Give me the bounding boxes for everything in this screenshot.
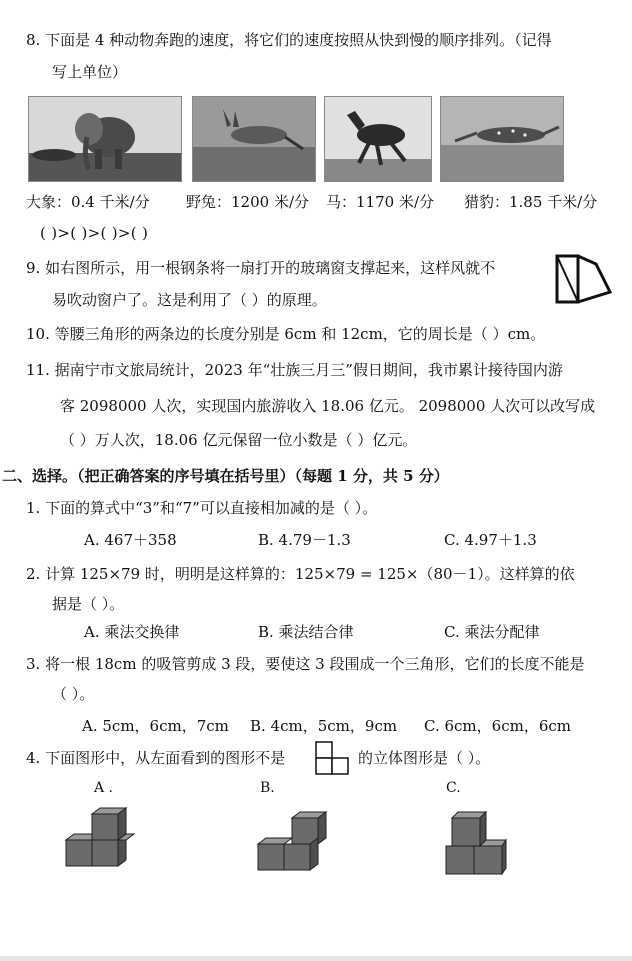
cheetah-photo	[440, 96, 564, 182]
c2-stem1: 2. 计算 125×79 时，明明是这样算的：125×79 = 125×（80－1）。这样算的依	[26, 565, 575, 583]
q8-line1: 8. 下面是 4 种动物奔跑的速度，将它们的速度按照从快到慢的顺序排列。（记得	[26, 31, 552, 49]
c4-option-a-label[interactable]: A .	[94, 780, 114, 796]
cube-figure-a[interactable]	[62, 806, 142, 870]
c1-option-a[interactable]: A. 467＋358	[84, 531, 177, 549]
window-diagram	[552, 252, 612, 308]
c3-option-b[interactable]: B. 4cm，5cm，9cm	[250, 717, 398, 735]
c1-option-c[interactable]: C. 4.97＋1.3	[444, 531, 537, 549]
c4-stem-before: 4. 下面图形中，从左面看到的图形不是	[26, 749, 286, 767]
c2-option-a[interactable]: A. 乘法交换律	[84, 623, 180, 641]
speed-horse: 马：1170 米/分	[326, 193, 434, 211]
c1-stem[interactable]: 1. 下面的算式中“3”和“7”可以直接相加减的是（ ）。	[26, 499, 378, 517]
c3-stem1: 3. 将一根 18cm 的吸管剪成 3 段，要使这 3 段围成一个三角形，它们的长度不能是	[26, 655, 585, 673]
speed-elephant: 大象：0.4 千米/分	[26, 193, 150, 211]
c3-option-c[interactable]: C. 6cm，6cm，6cm	[424, 717, 571, 735]
c3-stem2[interactable]: （ ）。	[52, 685, 95, 703]
speed-hare: 野兔：1200 米/分	[186, 193, 309, 211]
q11-line3[interactable]: （ ）万人次，18.06 亿元保留一位小数是（ ）亿元。	[60, 431, 418, 449]
section2-title: 二、选择。（把正确答案的序号填在括号里）（每题 1 分，共 5 分）	[2, 467, 449, 485]
c2-stem2[interactable]: 据是（ ）。	[52, 595, 125, 613]
c3-option-a[interactable]: A. 5cm，6cm，7cm	[82, 717, 229, 735]
hare-photo	[192, 96, 316, 182]
elephant-photo	[28, 96, 182, 182]
left-view-icon	[314, 740, 354, 776]
c4-stem-after[interactable]: 的立体图形是（ ）。	[358, 749, 491, 767]
q10-line1[interactable]: 10. 等腰三角形的两条边的长度分别是 6cm 和 12cm，它的周长是（ ）cm。	[26, 325, 546, 343]
speed-cheetah: 猎豹：1.85 千米/分	[464, 193, 598, 211]
q11-line2: 客 2098000 人次，实现国内旅游收入 18.06 亿元。 2098000 人次可以改写成	[60, 397, 596, 415]
page-bottom-edge	[0, 956, 632, 961]
q8-answer-blanks[interactable]: ( )>( )>( )>( )	[40, 224, 149, 242]
c2-option-b[interactable]: B. 乘法结合律	[258, 623, 354, 641]
c1-option-b[interactable]: B. 4.79－1.3	[258, 531, 351, 549]
horse-photo	[324, 96, 432, 182]
c4-option-b-label[interactable]: B.	[260, 780, 275, 796]
c2-option-c[interactable]: C. 乘法分配律	[444, 623, 540, 641]
q9-line2[interactable]: 易吹动窗户了。这是利用了（ ）的原理。	[52, 291, 327, 309]
cube-figure-c[interactable]	[444, 810, 508, 876]
c4-option-c-label[interactable]: C.	[446, 780, 461, 796]
cube-figure-b[interactable]	[254, 810, 330, 872]
q9-line1: 9. 如右图所示，用一根钢条将一扇打开的玻璃窗支撑起来，这样风就不	[26, 259, 496, 277]
q11-line1: 11. 据南宁市文旅局统计，2023 年“壮族三月三”假日期间，我市累计接待国内游	[26, 361, 563, 379]
q8-line2: 写上单位）	[52, 63, 128, 81]
